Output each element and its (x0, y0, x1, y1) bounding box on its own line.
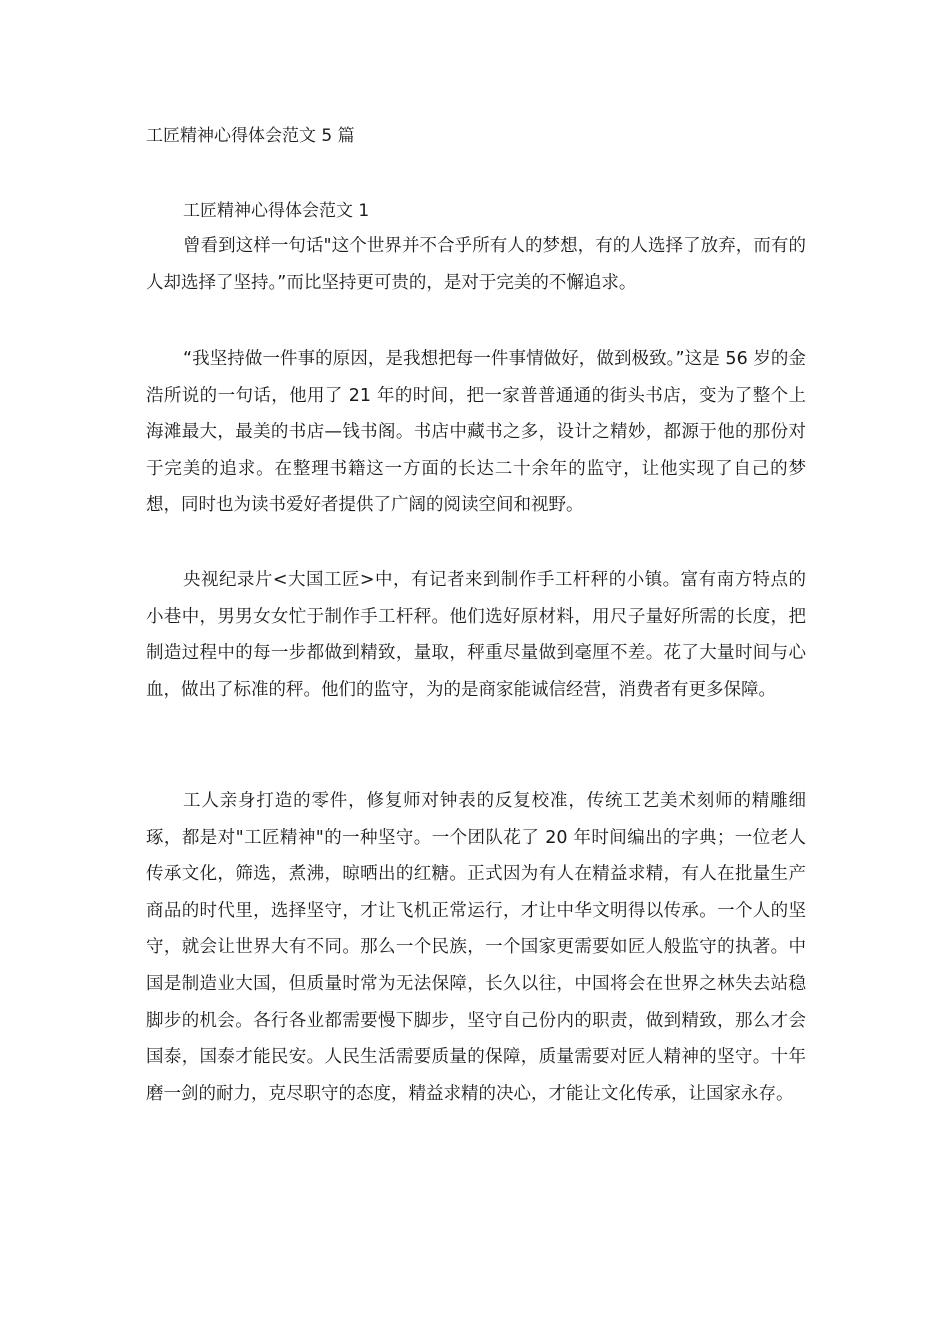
paragraph-3: 央视纪录片<大国工匠>中，有记者来到制作手工杆秤的小镇。富有南方特点的小巷中，男男女女忙于制作手工杆秤。他们选好原材料，用尺子量好所需的长度，把制造过程中的每一步都做到精致，量取，秤重尽量做到毫厘不差。花了大量时间与心血，做出了标准的秤。他们的监守，为的是商家能诚信经营，消费者有更多保障。 (146, 570, 806, 700)
section-heading: 工匠精神心得体会范文 1 (183, 201, 370, 221)
paragraph-1: 曾看到这样一句话"这个世界并不合乎所有人的梦想，有的人选择了放弃，而有的人却选择了坚持。”而比坚持更可贵的，是对于完美的不懈追求。 (146, 236, 806, 293)
document-title: 工匠精神心得体会范文 5 篇 (146, 126, 355, 146)
paragraph-2: “我坚持做一件事的原因，是我想把每一件事情做好，做到极致。”这是 56 岁的金浩所说的一句话，他用了 21 年的时间，把一家普普通通的街头书店，变为了整个上海滩最大，最美的书店—钱书阁。书店中藏书之多，设计之精妙，都源于他的那份对于完美的追求。在整理书籍这一方面的长达二十余年的监守，让他实现了自己的梦想，同时也为读书爱好者提供了广阔的阅读空间和视野。 (146, 349, 806, 516)
paragraph-4: 工人亲身打造的零件，修复师对钟表的反复校准，传统工艺美术刻师的精雕细琢，都是对"工匠精神"的一种坚守。一个团队花了 20 年时间编出的字典；一位老人传承文化，筛选，煮沸，晾晒出的红糖。正式因为有人在精益求精，有人在批量生产商品的时代里，选择坚守，才让飞机正常运行，才让中华文明得以传承。一个人的坚守，就会让世界大有不同。那么一个民族，一个国家更需要如匠人般监守的执著。中国是制造业大国，但质量时常为无法保障，长久以往，中国将会在世界之林失去站稳脚步的机会。各行各业都需要慢下脚步，坚守自己份内的职责，做到精致，那么才会国泰，国泰才能民安。人民生活需要质量的保障，质量需要对匠人精神的坚守。十年磨一剑的耐力，克尽职守的态度，精益求精的决心，才能让文化传承，让国家永存。 (146, 791, 806, 1104)
